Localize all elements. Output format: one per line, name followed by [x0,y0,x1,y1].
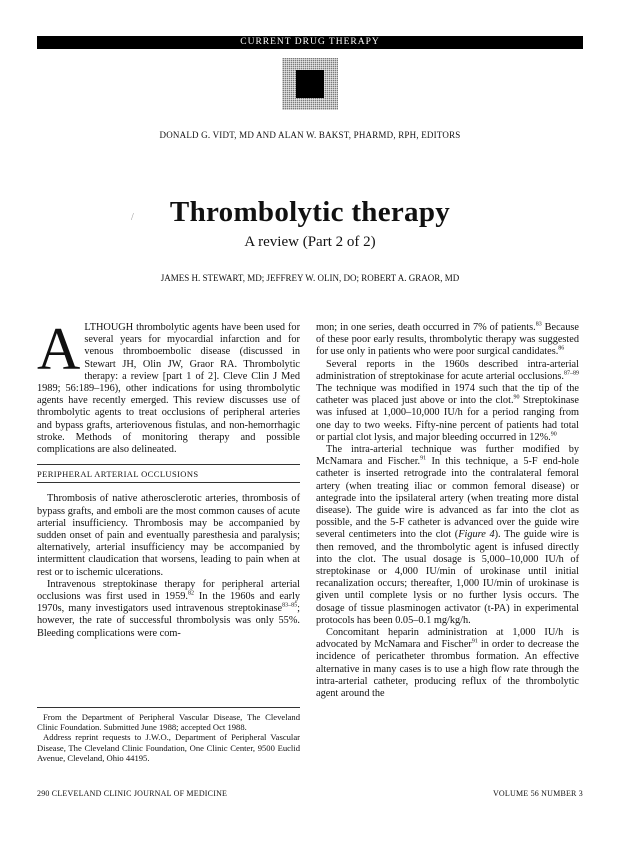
right-column [316,322,579,700]
logo-square [296,70,324,98]
text-run: In this technique, a 5-F end-hole catheter is inserted retrograde into the contralateral femoral artery (when treating iliac or common femoral disease) or antegrade into the ipsilateral artery (when treating more distal disease). The guide wire is advanced as far into the clot as possible, and the 5-F catheter is advanced over the guide wire several centimeters into the clot ( [316,456,579,541]
text-run: Concomitant heparin administration at 1,000 IU/h is advocated by McNamara and Fischer [316,627,579,651]
footer-volume: VOLUME 56 NUMBER 3 [492,789,583,798]
body-paragraph [316,627,579,700]
reference-superscript: 91 [471,638,478,645]
text-run: ; however, the rate of successful thrombolysis was only 55%. Bleeding complications were com- [37,603,300,639]
figure-reference: Figure 4 [458,529,495,541]
reference-superscript: 82 [187,590,194,597]
text-run: In the 1960s and early 1970s, many investigators used intravenous streptokinase [37,591,301,615]
affiliation-footnote [37,707,300,763]
author-line: JAMES H. STEWART, MD; JEFFREY W. OLIN, DO; ROBERT A. GRAOR, MD [160,273,460,283]
body-paragraph: Thrombosis of native atherosclerotic arteries, thrombosis of bypass grafts, and emboli are the most common causes of acute arterial insufficiency. Thrombosis may be accompanied by sudden onset of pain and eventually paresthesia and paralysis; alternatively, arterial insufficiency may be accompanied by intermittent claudication that worsens, leading to pain when at rest or to ischemic ulcerations. [37,493,300,578]
article-title: Thrombolytic therapy [169,196,451,228]
drop-cap: A [37,316,81,382]
footnote-affiliation: From the Department of Peripheral Vascular Disease, The Cleveland Clinic Foundation. Submitted June 1988; accepted Oct 1988. [37,712,300,733]
text-run: Several reports in the 1960s described intra-arterial administration of streptokinase for acute arterial occlusions. [316,358,579,382]
journal-logo-graphic [282,58,338,110]
body-paragraph [37,579,300,640]
reference-superscript: 83–85 [282,602,298,609]
text-run: Streptokinase was infused at 1,000–10,000 IU/h for a period ranging from one day to two weeks. Fifty-nine percent of patients had total or partial clot lysis, and major bleeding occurred in 12%. [316,395,579,443]
text-run: ). The guide wire is then removed, and the thrombolytic agent is infused directly into the clot. The usual dosage is 5,000–10,000 IU/h of streptokinase or 4,000 IU/min of urokinase until initial recanalization occurs; thereafter, 1,000 IU/min of urokinase is given until complete lysis or no further lysis occurs. The dosage of tissue plasminogen activator (t-PA) in experimental protocols has been 0.05–0.1 mg/kg/h. [316,529,579,626]
article-subtitle: A review (Part 2 of 2) [244,234,376,250]
section-banner: CURRENT DRUG THERAPY [37,36,583,49]
stray-mark: / [131,212,134,223]
text-run: Because of these poor early results, thrombolytic therapy was suggested for use only in patients who were poor surgical candidates. [316,322,579,358]
reference-superscript: 90 [513,394,520,401]
text-run: The intra-arterial technique was further modified by McNamara and Fischer. [316,444,579,468]
section-heading: PERIPHERAL ARTERIAL OCCLUSIONS [37,464,300,483]
text-run: Intravenous streptokinase therapy for peripheral arterial occlusions was first used in 1959. [37,578,300,603]
left-column [37,316,301,640]
body-paragraph [316,359,579,444]
editors-line: DONALD G. VIDT, MD AND ALAN W. BAKST, PHARMD, RPH, EDITORS [159,130,461,140]
body-paragraph [316,444,579,627]
footer-journal: 290 CLEVELAND CLINIC JOURNAL OF MEDICINE [37,789,228,798]
reference-superscript: 87–89 [564,370,579,377]
reference-superscript: 86 [558,345,565,352]
reference-superscript: 90 [550,431,557,438]
text-run: The technique was modified in 1974 such that the tip of the catheter was placed just above or into the clot. [316,383,579,407]
text-run: in order to decrease the incidence of pericatheter thrombus formation. An effective alternative in many cases is to use a high flow rate through the intra-arterial catheter, producing reflux of the thrombolytic agent around the [316,639,579,700]
text-run: mon; in one series, death occurred in 7% of patients. [316,322,536,333]
reference-superscript: 83 [535,321,542,328]
reference-superscript: 91 [420,455,427,462]
body-paragraph [316,322,579,359]
intro-text: LTHOUGH thrombolytic agents have been used for several years for myocardial infarction and for venous thromboembolic disease (discussed in Stewart JH, Olin JW, Graor RA. Thrombolytic therapy: a review [part 1 of 2]. Cleve Clin J Med 1989; 56:189–196), other indications for using thrombolytic agents have recently emerged. This review discusses use of thrombolytic agents to treat occlusions of peripheral arteries and bypass grafts, arteriovenous fistulas, and non-hemorrhagic stroke. Methods of monitoring therapy and possible complications are also delineated. [37,322,300,456]
intro-paragraph [37,316,300,456]
footnote-address: Address reprint requests to J.W.O., Department of Peripheral Vascular Disease, The Cleveland Clinic Foundation, One Clinic Center, 9500 Euclid Avenue, Cleveland, Ohio 44195. [37,732,300,763]
